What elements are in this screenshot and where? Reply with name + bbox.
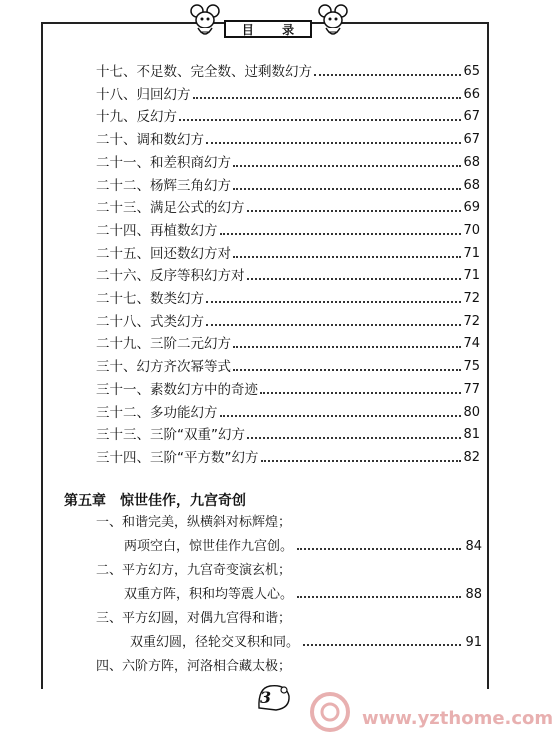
toc-entry[interactable] — [96, 81, 480, 103]
toc-entry-label: 二十七、数类幻方 — [96, 291, 204, 307]
toc-entry-label: 十七、不足数、完全数、过剩数幻方 — [96, 64, 312, 80]
toc-entry-page: 74 — [463, 336, 480, 352]
chapter-title: 惊世佳作，九宫奇创 — [120, 493, 246, 509]
toc-entry[interactable] — [96, 330, 480, 352]
leader-dots — [233, 165, 461, 167]
toc-entry[interactable] — [96, 126, 480, 148]
leader-dots — [260, 392, 461, 394]
toc-entry[interactable] — [96, 308, 480, 330]
toc-entry-page: 66 — [463, 86, 480, 102]
leader-dots — [193, 97, 462, 99]
toc-entry-page: 77 — [463, 381, 480, 397]
leader-dots — [220, 415, 462, 417]
toc-entry-page: 72 — [463, 313, 480, 329]
toc-entry-page: 67 — [463, 132, 480, 148]
leader-dots — [233, 346, 461, 348]
toc-entry-label: 二十、调和数幻方 — [96, 132, 204, 149]
toc-entry-label: 三十一、素数幻方中的奇迹 — [96, 381, 258, 398]
watermark — [300, 688, 553, 736]
poem-line: 三、平方幻圆，对偶九宫得和谐； — [96, 611, 292, 626]
toc-entry-page: 69 — [463, 200, 480, 216]
toc-entry-label: 三十四、三阶“平方数”幻方 — [96, 449, 259, 466]
poem-line[interactable]: 两项空白，惊世佳作九宫创。 84 — [124, 539, 482, 554]
leader-dots — [206, 301, 461, 303]
toc-entry[interactable] — [96, 172, 480, 194]
leader-dots — [247, 437, 461, 439]
toc-entry-page: 80 — [463, 404, 480, 420]
toc-entry-label: 十八、归回幻方 — [96, 86, 191, 103]
toc-entry-label: 三十、幻方齐次幂等式 — [96, 359, 231, 376]
poem-line[interactable]: 双重方阵，积和均等震人心。 88 — [124, 587, 482, 602]
toc-entry-page: 71 — [463, 268, 480, 284]
chapter-number: 第五章 — [64, 493, 106, 509]
leader-dots — [179, 119, 461, 121]
toc-entry[interactable] — [96, 421, 480, 443]
toc-entry-page: 68 — [463, 177, 480, 193]
leader-dots — [261, 460, 462, 462]
toc-entry-label: 二十五、回还数幻方对 — [96, 245, 231, 262]
toc-entry[interactable] — [96, 285, 480, 307]
poem-line: 一、和谐完美，纵横斜对标辉煌； — [96, 515, 292, 530]
leader-dots — [206, 324, 461, 326]
toc-entry-label: 二十一、和差积商幻方 — [96, 154, 231, 171]
toc-entry[interactable] — [96, 262, 480, 284]
toc-entry-page: 81 — [463, 427, 480, 443]
toc-entry-page: 71 — [463, 245, 480, 261]
mouse-ornament-icon — [188, 2, 222, 40]
toc-entry-page: 70 — [463, 222, 480, 238]
toc-entry-page: 72 — [463, 291, 480, 306]
watermark-logo-icon — [300, 688, 360, 736]
toc-entry[interactable] — [96, 353, 480, 375]
leader-dots — [233, 256, 461, 258]
toc-entry-label: 二十九、三阶二元幻方 — [96, 336, 231, 353]
leader-dots — [233, 369, 461, 371]
toc-entry-label: 二十六、反序等积幻方对 — [96, 268, 245, 285]
leader-dots — [233, 188, 461, 190]
leader-dots — [314, 74, 461, 76]
toc-entry-label: 三十三、三阶“双重”幻方 — [96, 427, 245, 444]
page-number: 3 — [260, 688, 272, 707]
toc-entry[interactable] — [96, 217, 480, 239]
toc-entry-label: 二十八、式类幻方 — [96, 313, 204, 330]
toc-entry-label: 二十二、杨辉三角幻方 — [96, 177, 231, 194]
toc-entry-label: 十九、反幻方 — [96, 109, 177, 126]
leader-dots — [247, 210, 462, 212]
toc-entry-label: 三十二、多功能幻方 — [96, 404, 218, 421]
toc-entry[interactable] — [96, 149, 480, 171]
poem-line: 二、平方幻方，九宫奇变演玄机； — [96, 563, 292, 578]
toc-entry-label: 二十四、再植数幻方 — [96, 222, 218, 239]
toc-entry-page: 68 — [463, 154, 480, 170]
mouse-ornament-icon — [316, 2, 350, 40]
toc-entry[interactable] — [96, 399, 480, 421]
chapter-heading — [64, 490, 246, 510]
poem-line: 四、六阶方阵，河洛相合藏太极； — [96, 659, 292, 674]
toc-entry-page: 82 — [463, 449, 480, 465]
toc-entry[interactable] — [96, 58, 480, 80]
watermark-text: www.yzthome.com — [362, 708, 553, 729]
toc-entry-page: 67 — [463, 109, 480, 125]
toc-entry-label: 二十三、满足公式的幻方 — [96, 200, 245, 217]
toc-entry-page: 65 — [463, 64, 480, 79]
toc-entry[interactable] — [96, 240, 480, 262]
page-title — [224, 20, 312, 38]
toc-entry[interactable] — [96, 103, 480, 125]
toc-entry-page: 75 — [463, 359, 480, 375]
leader-dots — [247, 278, 462, 280]
toc-entry[interactable] — [96, 376, 480, 398]
toc-entry[interactable] — [96, 194, 480, 216]
toc-entry[interactable] — [96, 444, 480, 466]
leader-dots — [206, 142, 461, 144]
poem-line[interactable]: 双重幻圆，径轮交叉积和同。 91 — [130, 635, 482, 650]
page-number-ornament — [256, 682, 292, 712]
leader-dots — [220, 233, 462, 235]
page-title-text: 目 录 — [241, 22, 307, 37]
